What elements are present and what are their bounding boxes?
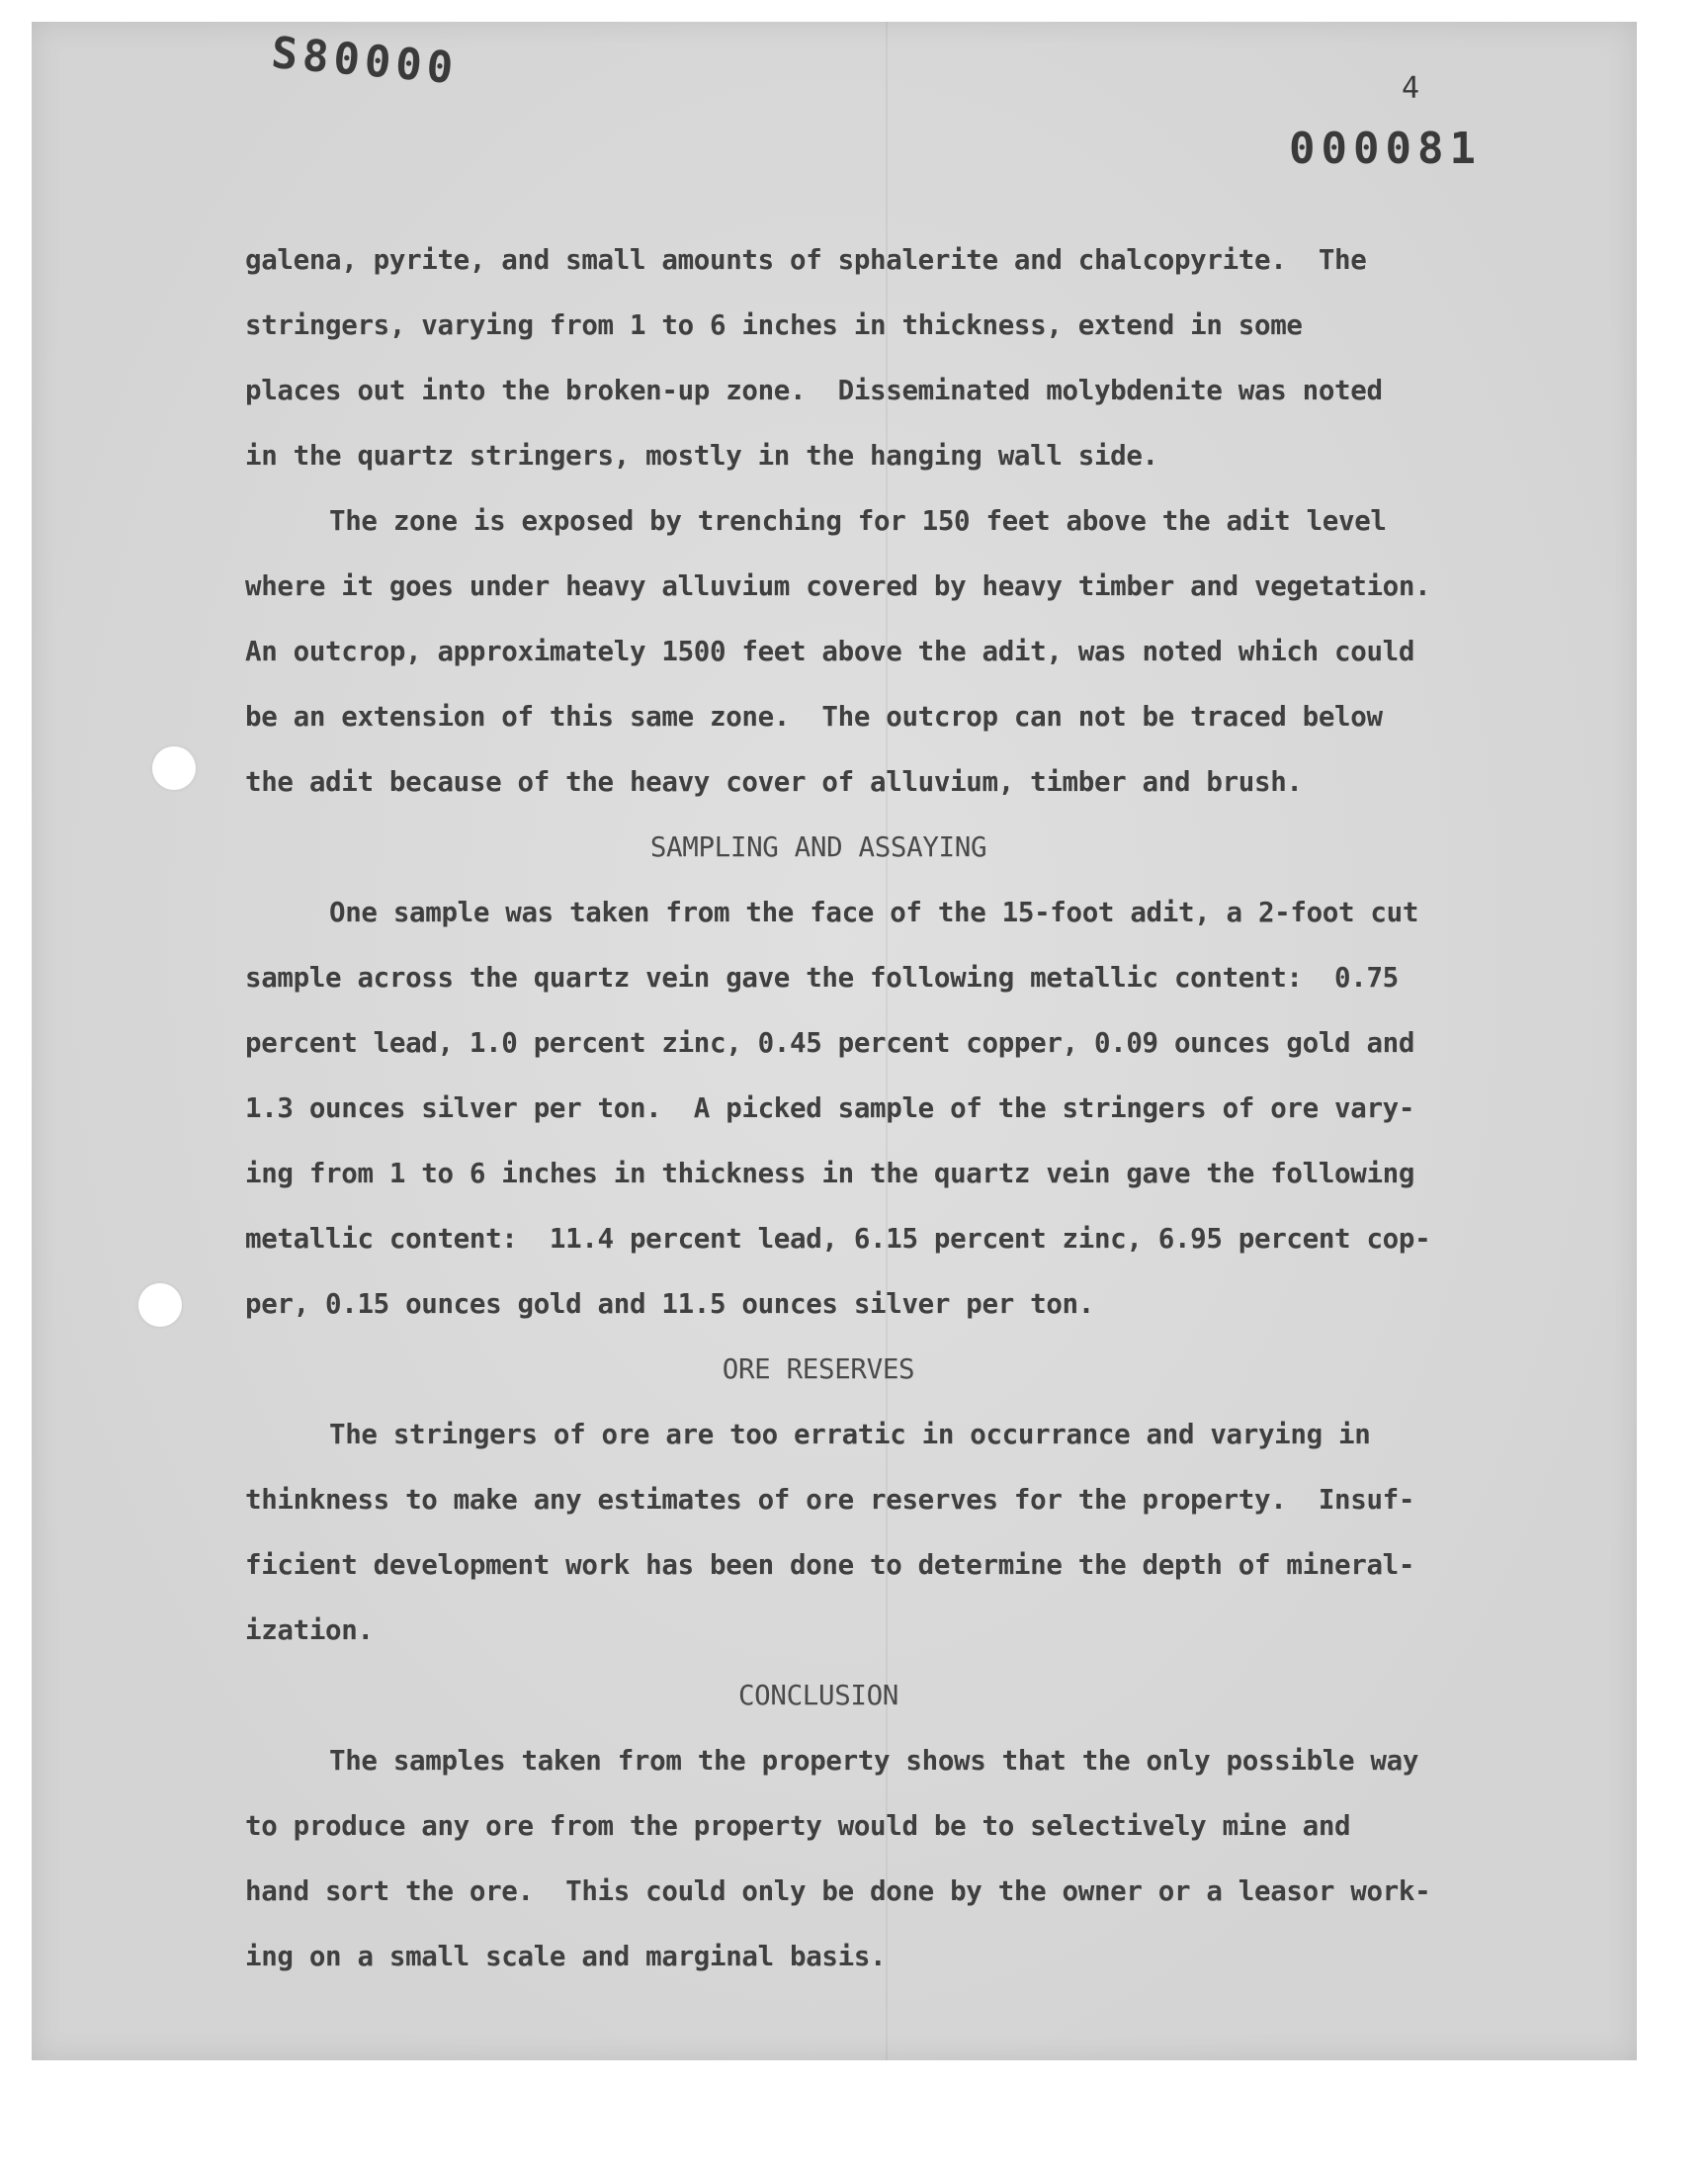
paragraph-first-line: The stringers of ore are too erratic in occurrance and varying in [329, 1419, 1371, 1450]
paragraph-first-line: One sample was taken from the face of the 15-foot adit, a 2-foot cut [329, 897, 1419, 928]
paragraph-line: the adit because of the heavy cover of alluvium, timber and brush. [245, 766, 1303, 798]
paragraph-line: be an extension of this same zone. The outcrop can not be traced below [245, 701, 1383, 733]
page-number: 4 [1402, 71, 1420, 106]
paragraph-line: ficient development work has been done to determine the depth of mineral- [245, 1549, 1415, 1581]
punch-hole [152, 746, 196, 790]
paragraph-line: 1.3 ounces silver per ton. A picked sample of the stringers of ore vary- [245, 1092, 1415, 1124]
paragraph-line: sample across the quartz vein gave the following metallic content: 0.75 [245, 962, 1399, 994]
paragraph-line: to produce any ore from the property would be to selectively mine and [245, 1810, 1351, 1842]
paragraph-line: where it goes under heavy alluvium covered by heavy timber and vegetation. [245, 570, 1431, 602]
paragraph-first-line: The zone is exposed by trenching for 150 feet above the adit level [329, 505, 1387, 537]
paragraph-first-line: The samples taken from the property shows that the only possible way [329, 1745, 1419, 1777]
paragraph-line: hand sort the ore. This could only be done by the owner or a leasor work- [245, 1875, 1431, 1907]
paragraph-line: An outcrop, approximately 1500 feet above the adit, was noted which could [245, 636, 1415, 667]
paragraph-line: stringers, varying from 1 to 6 inches in thickness, extend in some [245, 309, 1303, 341]
paragraph-line: metallic content: 11.4 percent lead, 6.15 percent zinc, 6.95 percent cop- [245, 1223, 1431, 1255]
paragraph-line: percent lead, 1.0 percent zinc, 0.45 percent copper, 0.09 ounces gold and [245, 1027, 1415, 1059]
body-text [245, 227, 1510, 1989]
section-heading: SAMPLING AND ASSAYING [649, 831, 987, 863]
paragraph-line: thinkness to make any estimates of ore reserves for the property. Insuf- [245, 1484, 1415, 1516]
paragraph-line: in the quartz stringers, mostly in the hanging wall side. [245, 440, 1158, 472]
section-heading: ORE RESERVES [722, 1353, 915, 1385]
document-id-stamp: S80000 [269, 28, 461, 95]
paragraph-line: galena, pyrite, and small amounts of sphalerite and chalcopyrite. The [245, 244, 1367, 276]
paragraph-line: places out into the broken-up zone. Disseminated molybdenite was noted [245, 375, 1383, 406]
section-heading: CONCLUSION [737, 1680, 899, 1711]
paragraph-line: ing on a small scale and marginal basis. [245, 1941, 887, 1972]
paragraph-line: per, 0.15 ounces gold and 11.5 ounces silver per ton. [245, 1288, 1094, 1320]
paragraph-line: ization. [245, 1614, 374, 1646]
page-serial-stamp: 000081 [1289, 124, 1482, 174]
punch-hole [138, 1283, 182, 1327]
paragraph-line: ing from 1 to 6 inches in thickness in the quartz vein gave the following [245, 1158, 1415, 1189]
